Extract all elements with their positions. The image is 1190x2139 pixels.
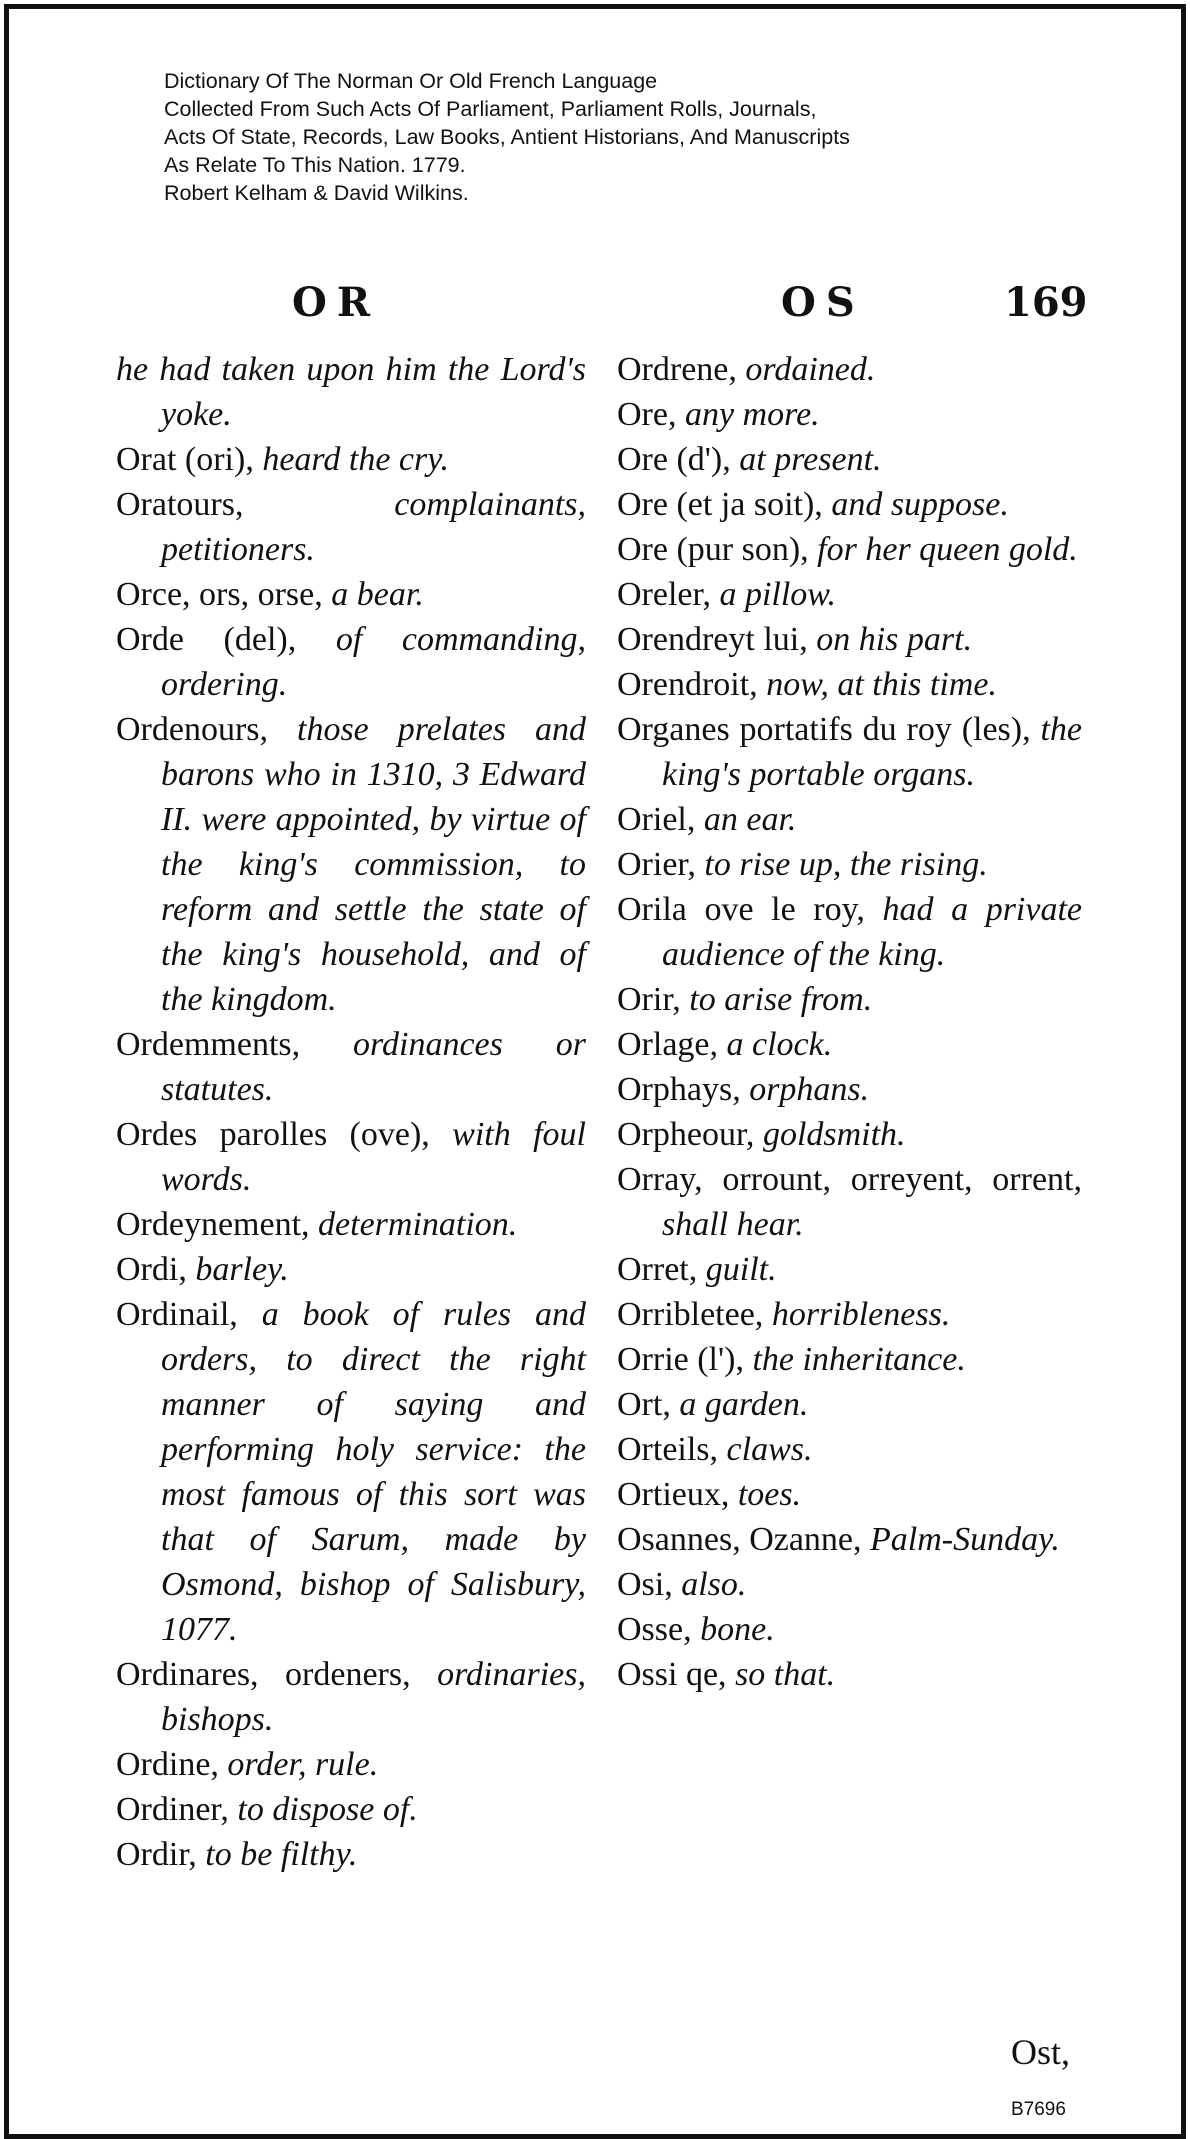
dictionary-entry — [116, 1832, 586, 1877]
entry-definition: order, rule. — [227, 1746, 379, 1783]
entry-headword: Orrie (l'), — [617, 1341, 753, 1378]
left-column — [116, 347, 586, 1877]
dictionary-entry — [617, 1427, 1082, 1472]
dictionary-entry — [617, 1562, 1082, 1607]
running-head-left: OR — [292, 279, 381, 326]
running-head-right: OS — [781, 279, 865, 326]
dictionary-entry — [116, 1742, 586, 1787]
entry-definition: on his part. — [816, 621, 973, 658]
entry-definition: of commanding, ordering. — [161, 621, 587, 703]
entry-headword: Ore, — [617, 396, 685, 433]
entry-headword: Ore (et ja soit), — [617, 486, 832, 523]
dictionary-entry — [116, 1652, 586, 1742]
entry-headword: Orpheour, — [617, 1116, 763, 1153]
entry-headword: Orribletee, — [617, 1296, 772, 1333]
header-line: As Relate To This Nation. 1779. — [164, 153, 466, 177]
header-line: Robert Kelham & David Wilkins. — [164, 181, 469, 205]
header-line: Dictionary Of The Norman Or Old French Language — [164, 69, 658, 93]
entry-headword: Ort, — [617, 1386, 680, 1423]
document-header — [164, 67, 850, 207]
entry-headword: Orir, — [617, 981, 690, 1018]
entry-definition: ordained. — [745, 351, 876, 388]
entry-headword: Ossi qe, — [617, 1656, 736, 1693]
dictionary-entry — [617, 1292, 1082, 1337]
header-line: Collected From Such Acts Of Parliament, Parliament Rolls, Journals, — [164, 97, 817, 121]
entry-headword: Orde (del), — [116, 621, 336, 658]
entry-headword: Ordi, — [116, 1251, 196, 1288]
entry-definition: now, at this time. — [766, 666, 997, 703]
entry-headword: Orendreyt lui, — [617, 621, 817, 658]
entry-definition: guilt. — [705, 1251, 777, 1288]
entry-definition: heard the cry. — [262, 441, 449, 478]
entry-definition: toes. — [737, 1476, 802, 1513]
entry-headword: Orendroit, — [617, 666, 767, 703]
dictionary-entry — [116, 1022, 586, 1112]
entry-definition: to rise up, the rising. — [704, 846, 988, 883]
entry-headword: Oreler, — [617, 576, 720, 613]
entry-definition: goldsmith. — [762, 1116, 906, 1153]
entry-headword: Ordes parolles (ove), — [116, 1116, 453, 1153]
entry-definition: orphans. — [749, 1071, 870, 1108]
entry-headword: Orphays, — [617, 1071, 750, 1108]
header-line: Acts Of State, Records, Law Books, Antient Historians, And Manuscripts — [164, 125, 850, 149]
dictionary-entry — [116, 482, 586, 572]
entry-headword: Orlage, — [617, 1026, 727, 1063]
dictionary-entry — [116, 1112, 586, 1202]
entry-definition: ordinaries, bishops. — [161, 1656, 586, 1738]
dictionary-entry — [617, 842, 1082, 887]
dictionary-entry — [617, 1022, 1082, 1067]
entry-definition: the inheritance. — [752, 1341, 966, 1378]
dictionary-entry — [617, 1472, 1082, 1517]
entry-definition: Palm-Sunday. — [870, 1521, 1060, 1558]
dictionary-entry — [116, 347, 586, 437]
dictionary-entry — [617, 572, 1082, 617]
entry-definition: bone. — [700, 1611, 775, 1648]
entry-definition: a garden. — [679, 1386, 809, 1423]
dictionary-entry — [617, 887, 1082, 977]
dictionary-entry — [617, 1337, 1082, 1382]
entry-headword: Ordemments, — [116, 1026, 354, 1063]
entry-headword: Ordine, — [116, 1746, 228, 1783]
entry-headword: Ordir, — [116, 1836, 206, 1873]
dictionary-entry — [617, 437, 1082, 482]
entry-definition: and suppose. — [831, 486, 1009, 523]
entry-definition: an ear. — [703, 801, 797, 838]
entry-headword: Ordenours, — [116, 711, 297, 748]
page-number: 169 — [1004, 279, 1088, 326]
entry-headword: Ore (pur son), — [617, 531, 818, 568]
dictionary-entry — [116, 1247, 586, 1292]
entry-headword: Orce, ors, orse, — [116, 576, 332, 613]
entry-definition: the king's portable organs. — [662, 711, 1082, 793]
entry-headword: Orila ove le roy, — [617, 891, 883, 928]
entry-definition: so that. — [735, 1656, 836, 1693]
entry-definition: claws. — [726, 1431, 813, 1468]
dictionary-entry — [617, 1652, 1082, 1697]
entry-headword: Ore (d'), — [617, 441, 740, 478]
entry-definition: with foul words. — [161, 1116, 587, 1198]
entry-headword: Ordinares, ordeners, — [116, 1656, 438, 1693]
dictionary-entry — [617, 1067, 1082, 1112]
entry-headword: Orret, — [617, 1251, 706, 1288]
dictionary-entry — [116, 572, 586, 617]
entry-headword: Osi, — [617, 1566, 682, 1603]
dictionary-entry — [617, 617, 1082, 662]
entry-definition: barley. — [195, 1251, 289, 1288]
entry-definition: had a private audience of the king. — [662, 891, 1082, 973]
dictionary-entry — [617, 707, 1082, 797]
entry-headword: Ordiner, — [116, 1791, 238, 1828]
dictionary-entry — [116, 617, 586, 707]
entry-definition: horribleness. — [771, 1296, 951, 1333]
entry-definition: complainants, petitioners. — [161, 486, 586, 568]
entry-definition: at present. — [739, 441, 882, 478]
entry-definition: any more. — [684, 396, 820, 433]
entry-definition: determination. — [318, 1206, 518, 1243]
entry-definition: he had taken upon him the Lord's yoke. — [116, 351, 586, 433]
page-code: B7696 — [1011, 2099, 1066, 2120]
dictionary-entry — [617, 977, 1082, 1022]
entry-definition: a bear. — [331, 576, 424, 613]
dictionary-entry — [617, 1157, 1082, 1247]
dictionary-entry — [617, 1382, 1082, 1427]
entry-headword: Osannes, Ozanne, — [617, 1521, 871, 1558]
dictionary-entry — [116, 437, 586, 482]
entry-headword: Ordrene, — [617, 351, 746, 388]
entry-headword: Ordeynement, — [116, 1206, 319, 1243]
entry-definition: ordinances or statutes. — [161, 1026, 586, 1108]
entry-headword: Osse, — [617, 1611, 701, 1648]
entry-definition: a pillow. — [719, 576, 836, 613]
dictionary-entry — [116, 707, 586, 1022]
entry-definition: to dispose of. — [237, 1791, 418, 1828]
entry-definition: a clock. — [726, 1026, 833, 1063]
dictionary-entry — [617, 1517, 1082, 1562]
entry-headword: Orray, orrount, orreyent, orrent, — [617, 1161, 1082, 1198]
entry-headword: Orier, — [617, 846, 705, 883]
entry-definition: those prelates and barons who in 1310, 3 Edward II. were appointed, by virtue of the king's commission, to reform and settle the state of the king's household, and of the kingdom. — [161, 711, 586, 1018]
dictionary-entry — [617, 1112, 1082, 1157]
dictionary-entry — [116, 1292, 586, 1652]
entry-headword: Ortieux, — [617, 1476, 738, 1513]
entry-definition: shall hear. — [662, 1206, 804, 1243]
dictionary-entry — [617, 527, 1082, 572]
page-frame — [4, 4, 1186, 2139]
dictionary-entry — [617, 797, 1082, 842]
entry-definition: also. — [681, 1566, 747, 1603]
dictionary-entry — [617, 392, 1082, 437]
dictionary-entry — [116, 1787, 586, 1832]
entry-headword: Oriel, — [617, 801, 704, 838]
dictionary-entry — [617, 1247, 1082, 1292]
entry-headword: Orat (ori), — [116, 441, 263, 478]
entry-headword: Orteils, — [617, 1431, 727, 1468]
dictionary-entry — [116, 1202, 586, 1247]
dictionary-entry — [617, 662, 1082, 707]
entry-definition: for her queen gold. — [817, 531, 1078, 568]
catchword: Ost, — [1011, 2032, 1071, 2072]
dictionary-entry — [617, 347, 1082, 392]
entry-headword: Oratours, — [116, 486, 395, 523]
dictionary-entry — [617, 1607, 1082, 1652]
dictionary-entry — [617, 482, 1082, 527]
entry-headword: Organes portatifs du roy (les), — [617, 711, 1041, 748]
entry-definition: a book of rules and orders, to direct the right manner of saying and performing holy service: the most famous of this sort was that of Sarum, made by Osmond, bishop of Salisbury, 1077. — [161, 1296, 586, 1648]
right-column — [617, 347, 1082, 1697]
entry-definition: to arise from. — [689, 981, 873, 1018]
entry-headword: Ordinail, — [116, 1296, 262, 1333]
entry-definition: to be filthy. — [205, 1836, 358, 1873]
